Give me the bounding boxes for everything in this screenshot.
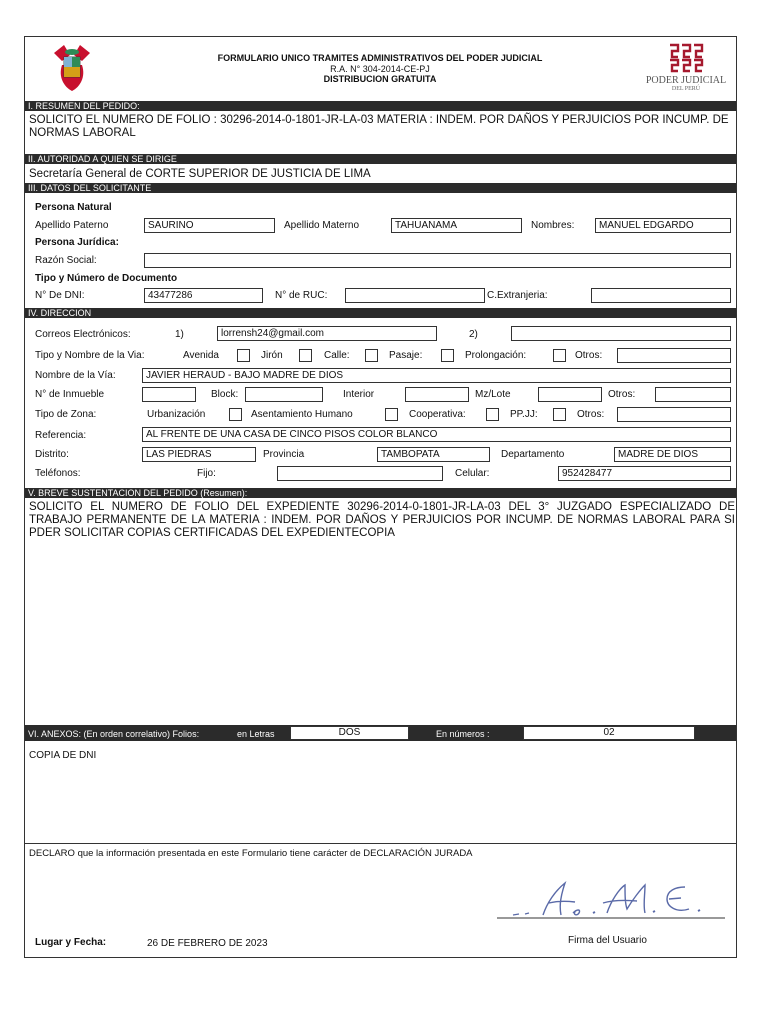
divider	[25, 843, 736, 844]
lugar-fecha-label: Lugar y Fecha:	[35, 937, 107, 948]
razon-social-field[interactable]	[144, 253, 731, 268]
via-otros-field[interactable]	[617, 348, 731, 363]
del-peru-text: DEL PERÚ	[671, 86, 701, 92]
resumen-text: SOLICITO EL NUMERO DE FOLIO : 30296-2014-0-1801-JR-LA-03 MATERIA : INDEM. POR DAÑOS Y PERJUICIOS POR INCUMP. DE NORMAS LABORAL	[29, 114, 729, 139]
persona-juridica-label: Persona Jurídica:	[35, 237, 119, 248]
zona-cooperativa-checkbox[interactable]	[486, 408, 499, 421]
zona-asentamiento-label: Asentamiento Humano	[251, 409, 353, 420]
section-3-header: III. DATOS DEL SOLICITANTE	[25, 183, 736, 193]
extranjeria-field[interactable]	[591, 288, 731, 303]
form-sheet	[24, 36, 737, 958]
lugar-fecha-value: 26 DE FEBRERO DE 2023	[147, 938, 268, 949]
apellido-materno-field[interactable]: TAHUANAMA	[391, 218, 522, 233]
via-prolongacion-checkbox[interactable]	[553, 349, 566, 362]
telefonos-label: Teléfonos:	[35, 468, 81, 479]
correo-1-field[interactable]: lorrensh24@gmail.com	[217, 326, 437, 341]
nombres-field[interactable]: MANUEL EDGARDO	[595, 218, 731, 233]
zona-cooperativa-label: Cooperativa:	[409, 409, 466, 420]
referencia-field[interactable]: AL FRENTE DE UNA CASA DE CINCO PISOS COLOR BLANCO	[142, 427, 731, 442]
zona-asentamiento-checkbox[interactable]	[385, 408, 398, 421]
nombre-via-field[interactable]: JAVIER HERAUD - BAJO MADRE DE DIOS	[142, 368, 731, 383]
sustentacion-text: SOLICITO EL NUMERO DE FOLIO DEL EXPEDIENTE 30296-2014-0-1801-JR-LA-03 DEL 3° JUZGADO ESPECIALIZADO DE TRABAJO PERMANENTE DE LA MATERIA : INDEM. POR DAÑOS Y PERJUICIOS POR INCUMP. DE NORMAS LABORAL PARA SI PDER SOLICITAR COPIAS CERTIFICADAS DEL EXPEDIENTECOPIA	[29, 501, 735, 539]
tipo-zona-label: Tipo de Zona:	[35, 409, 97, 420]
via-jiron-label: Jirón	[261, 350, 283, 361]
poder-judicial-text: PODER JUDICIAL	[645, 75, 727, 86]
dni-label: N° De DNI:	[35, 290, 85, 301]
ruc-field[interactable]	[345, 288, 485, 303]
peru-coat-of-arms-icon	[50, 43, 94, 93]
via-otros-label: Otros:	[575, 350, 603, 361]
departamento-field[interactable]: MADRE DE DIOS	[614, 447, 731, 462]
section-2-header: II. AUTORIDAD A QUIEN SE DIRIGE	[25, 154, 736, 164]
apellido-paterno-label: Apellido Paterno	[35, 220, 109, 231]
zona-ppjj-checkbox[interactable]	[553, 408, 566, 421]
tipo-via-label: Tipo y Nombre de la Via:	[35, 350, 145, 361]
via-jiron-checkbox[interactable]	[299, 349, 312, 362]
referencia-label: Referencia:	[35, 430, 87, 441]
via-calle-label: Calle:	[324, 350, 350, 361]
firma-label: Firma del Usuario	[568, 935, 647, 946]
correo-1-number: 1)	[175, 329, 184, 340]
folios-numeros-field[interactable]: 02	[523, 726, 695, 740]
via-prolongacion-label: Prolongación:	[465, 350, 527, 361]
via-calle-checkbox[interactable]	[365, 349, 378, 362]
via-avenida-label: Avenida	[183, 350, 219, 361]
apellido-paterno-field[interactable]: SAURINO	[144, 218, 275, 233]
departamento-label: Departamento	[501, 449, 565, 460]
via-pasaje-checkbox[interactable]	[441, 349, 454, 362]
block-field[interactable]	[245, 387, 323, 402]
nombres-label: Nombres:	[531, 220, 575, 231]
zona-urbanizacion-label: Urbanización	[147, 409, 206, 420]
section-5-header: V. BREVE SUSTENTACION DEL PEDIDO (Resumen):	[25, 488, 736, 498]
form-title: FORMULARIO UNICO TRAMITES ADMINISTRATIVOS DEL PODER JUDICIAL	[217, 53, 543, 63]
celular-field[interactable]: 952428477	[558, 466, 731, 481]
en-letras-label: en Letras	[237, 729, 275, 739]
correo-2-number: 2)	[469, 329, 478, 340]
distribution-note: DISTRIBUCION GRATUITA	[323, 74, 437, 84]
fijo-field[interactable]	[277, 466, 443, 481]
mzlote-field[interactable]	[538, 387, 602, 402]
extranjeria-label: C.Extranjeria:	[487, 290, 548, 301]
dni-field[interactable]: 43477286	[144, 288, 263, 303]
section-1-header: I. RESUMEN DEL PEDIDO:	[25, 101, 736, 111]
ruc-label: N° de RUC:	[275, 290, 328, 301]
interior-label: Interior	[343, 389, 375, 400]
interior-field[interactable]	[405, 387, 469, 402]
section-4-header: IV. DIRECCION	[25, 308, 736, 318]
inmueble-label: N° de Inmueble	[35, 389, 105, 400]
en-numeros-label: En números :	[436, 729, 490, 739]
autoridad-text: Secretaría General de CORTE SUPERIOR DE JUSTICIA DE LIMA	[29, 168, 371, 180]
distrito-field[interactable]: LAS PIEDRAS	[142, 447, 256, 462]
section-6-header: VI. ANEXOS: (En orden correlativo) Folios:	[28, 729, 200, 739]
otros-inmueble-field[interactable]	[655, 387, 731, 402]
user-signature	[495, 873, 725, 921]
razon-social-label: Razón Social:	[35, 255, 97, 266]
nombre-via-label: Nombre de la Vía:	[35, 370, 116, 381]
resolution-number: R.A. N° 304-2014-CE-PJ	[330, 64, 430, 74]
mzlote-label: Mz/Lote	[475, 389, 511, 400]
anexo-text: COPIA DE DNI	[29, 750, 97, 761]
provincia-label: Provincia	[263, 449, 305, 460]
tipo-documento-label: Tipo y Número de Documento	[35, 273, 178, 284]
zona-urbanizacion-checkbox[interactable]	[229, 408, 242, 421]
via-pasaje-label: Pasaje:	[389, 350, 423, 361]
via-avenida-checkbox[interactable]	[237, 349, 250, 362]
celular-label: Celular:	[455, 468, 490, 479]
persona-natural-label: Persona Natural	[35, 202, 112, 213]
fijo-label: Fijo:	[197, 468, 216, 479]
provincia-field[interactable]: TAMBOPATA	[377, 447, 490, 462]
poder-judicial-logo-icon	[668, 43, 704, 73]
correos-label: Correos Electrónicos:	[35, 329, 131, 340]
distrito-label: Distrito:	[35, 449, 69, 460]
correo-2-field[interactable]	[511, 326, 731, 341]
zona-otros-field[interactable]	[617, 407, 731, 422]
declaracion-text: DECLARO que la información presentada en este Formulario tiene carácter de DECLARACIÓN JURADA	[29, 848, 473, 859]
zona-ppjj-label: PP.JJ:	[510, 409, 538, 420]
otros-inmueble-label: Otros:	[608, 389, 636, 400]
zona-otros-label: Otros:	[577, 409, 605, 420]
folios-letras-field[interactable]: DOS	[290, 726, 409, 740]
inmueble-field[interactable]	[142, 387, 196, 402]
block-label: Block:	[211, 389, 239, 400]
apellido-materno-label: Apellido Materno	[284, 220, 360, 231]
